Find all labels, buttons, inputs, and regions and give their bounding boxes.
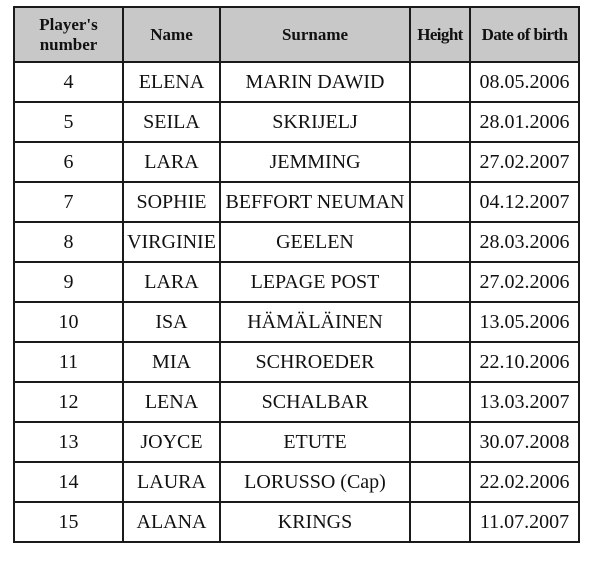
surname-cell: LEPAGE POST xyxy=(220,262,410,302)
height-cell xyxy=(410,182,470,222)
surname-cell: GEELEN xyxy=(220,222,410,262)
surname-cell: SCHALBAR xyxy=(220,382,410,422)
date-of-birth-cell: 11.07.2007 xyxy=(470,502,579,542)
header-row xyxy=(14,7,579,62)
player-number-cell: 9 xyxy=(14,262,123,302)
surname-cell: SCHROEDER xyxy=(220,342,410,382)
name-cell: JOYCE xyxy=(123,422,220,462)
date-of-birth-cell: 28.01.2006 xyxy=(470,102,579,142)
roster-table xyxy=(13,6,580,543)
table-row xyxy=(14,102,579,142)
player-number-cell: 5 xyxy=(14,102,123,142)
height-cell xyxy=(410,262,470,302)
height-cell xyxy=(410,462,470,502)
header-height: Height xyxy=(410,7,470,62)
table-row xyxy=(14,462,579,502)
player-number-cell: 4 xyxy=(14,62,123,102)
table-row xyxy=(14,62,579,102)
height-cell xyxy=(410,142,470,182)
table-row xyxy=(14,142,579,182)
header-surname: Surname xyxy=(220,7,410,62)
name-cell: LARA xyxy=(123,262,220,302)
table-row xyxy=(14,342,579,382)
date-of-birth-cell: 27.02.2007 xyxy=(470,142,579,182)
player-number-cell: 12 xyxy=(14,382,123,422)
name-cell: MIA xyxy=(123,342,220,382)
height-cell xyxy=(410,502,470,542)
header-name: Name xyxy=(123,7,220,62)
player-number-cell: 11 xyxy=(14,342,123,382)
player-number-cell: 14 xyxy=(14,462,123,502)
player-number-cell: 8 xyxy=(14,222,123,262)
height-cell xyxy=(410,382,470,422)
table-row xyxy=(14,222,579,262)
height-cell xyxy=(410,302,470,342)
table-row xyxy=(14,182,579,222)
date-of-birth-cell: 27.02.2006 xyxy=(470,262,579,302)
surname-cell: MARIN DAWID xyxy=(220,62,410,102)
roster-body xyxy=(14,62,579,542)
surname-cell: ETUTE xyxy=(220,422,410,462)
name-cell: LARA xyxy=(123,142,220,182)
height-cell xyxy=(410,62,470,102)
height-cell xyxy=(410,342,470,382)
surname-cell: JEMMING xyxy=(220,142,410,182)
header-players-number: Player's number xyxy=(14,7,123,62)
name-cell: ISA xyxy=(123,302,220,342)
date-of-birth-cell: 08.05.2006 xyxy=(470,62,579,102)
name-cell: SEILA xyxy=(123,102,220,142)
surname-cell: HÄMÄLÄINEN xyxy=(220,302,410,342)
name-cell: LENA xyxy=(123,382,220,422)
name-cell: ELENA xyxy=(123,62,220,102)
surname-cell: LORUSSO (Cap) xyxy=(220,462,410,502)
roster-header xyxy=(14,7,579,62)
name-cell: LAURA xyxy=(123,462,220,502)
player-number-cell: 7 xyxy=(14,182,123,222)
surname-cell: SKRIJELJ xyxy=(220,102,410,142)
name-cell: ALANA xyxy=(123,502,220,542)
table-row xyxy=(14,422,579,462)
player-number-cell: 10 xyxy=(14,302,123,342)
height-cell xyxy=(410,102,470,142)
height-cell xyxy=(410,222,470,262)
name-cell: SOPHIE xyxy=(123,182,220,222)
date-of-birth-cell: 22.02.2006 xyxy=(470,462,579,502)
player-number-cell: 15 xyxy=(14,502,123,542)
surname-cell: BEFFORT NEUMAN xyxy=(220,182,410,222)
date-of-birth-cell: 13.05.2006 xyxy=(470,302,579,342)
table-row xyxy=(14,382,579,422)
height-cell xyxy=(410,422,470,462)
surname-cell: KRINGS xyxy=(220,502,410,542)
date-of-birth-cell: 28.03.2006 xyxy=(470,222,579,262)
table-row xyxy=(14,502,579,542)
table-row xyxy=(14,302,579,342)
player-number-cell: 6 xyxy=(14,142,123,182)
player-number-cell: 13 xyxy=(14,422,123,462)
date-of-birth-cell: 04.12.2007 xyxy=(470,182,579,222)
date-of-birth-cell: 22.10.2006 xyxy=(470,342,579,382)
table-row xyxy=(14,262,579,302)
header-date-of-birth: Date of birth xyxy=(470,7,579,62)
name-cell: VIRGINIE xyxy=(123,222,220,262)
date-of-birth-cell: 30.07.2008 xyxy=(470,422,579,462)
date-of-birth-cell: 13.03.2007 xyxy=(470,382,579,422)
